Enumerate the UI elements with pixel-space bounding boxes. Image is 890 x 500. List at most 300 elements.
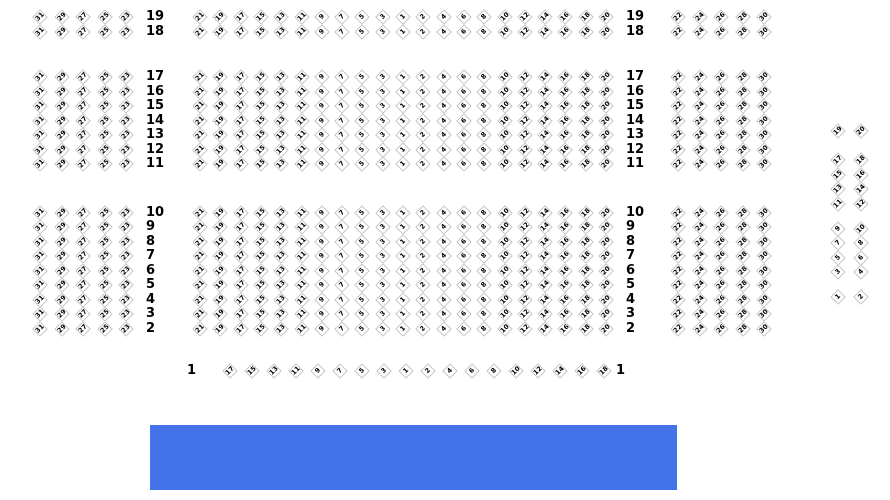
seat[interactable]: 31 [33,114,46,127]
seat[interactable]: 6 [456,277,472,293]
seat[interactable]: 4 [436,127,452,143]
seat[interactable]: 30 [758,128,771,141]
seat[interactable]: 20 [599,114,612,127]
seat[interactable]: 25 [98,293,111,306]
seat[interactable]: 10 [498,322,511,335]
seat[interactable]: 20 [599,278,612,291]
seat[interactable]: 25 [98,143,111,156]
seat[interactable]: 3 [375,248,391,264]
seat[interactable]: 21 [193,70,206,83]
seat[interactable]: 20 [599,99,612,112]
seat[interactable]: 11 [295,264,308,277]
seat[interactable]: 20 [599,220,612,233]
seat[interactable]: 6 [456,98,472,114]
seat[interactable]: 3 [376,363,392,379]
seat[interactable]: 30 [758,206,771,219]
seat[interactable]: 15 [254,25,267,38]
seat[interactable]: 24 [693,235,706,248]
seat[interactable]: 23 [119,293,132,306]
seat[interactable]: 27 [76,249,89,262]
seat[interactable]: 25 [98,264,111,277]
seat[interactable]: 15 [254,235,267,248]
seat[interactable]: 13 [274,293,288,306]
seat[interactable]: 5 [355,142,371,158]
seat[interactable]: 30 [758,157,771,170]
seat[interactable]: 9 [314,69,330,85]
seat[interactable]: 7 [334,306,350,322]
seat[interactable]: 11 [295,70,308,83]
seat[interactable]: 26 [714,307,728,320]
seat[interactable]: 30 [758,249,771,262]
seat[interactable]: 19 [831,124,844,137]
seat[interactable]: 7 [334,205,350,221]
seat[interactable]: 11 [295,10,308,23]
seat[interactable]: 19 [214,264,227,277]
seat[interactable]: 2 [416,9,432,25]
seat[interactable]: 21 [193,307,206,320]
seat[interactable]: 20 [854,124,867,137]
seat[interactable]: 17 [234,293,247,306]
seat[interactable]: 17 [234,25,247,38]
seat[interactable]: 7 [334,248,350,264]
seat[interactable]: 18 [579,278,592,291]
seat[interactable]: 16 [559,235,572,248]
seat[interactable]: 29 [55,206,68,219]
seat[interactable]: 14 [553,364,566,377]
seat[interactable]: 4 [436,84,452,100]
seat[interactable]: 21 [193,128,206,141]
seat[interactable]: 9 [314,321,330,337]
seat[interactable]: 3 [830,264,846,280]
seat[interactable]: 4 [436,234,452,250]
seat[interactable]: 29 [55,322,68,335]
seat[interactable]: 1 [395,127,411,143]
seat[interactable]: 12 [518,70,531,83]
seat[interactable]: 6 [456,219,472,235]
seat[interactable]: 15 [254,128,267,141]
seat[interactable]: 30 [758,10,771,23]
seat[interactable]: 17 [223,364,236,377]
seat[interactable]: 26 [714,157,728,170]
seat[interactable]: 28 [736,157,749,170]
seat[interactable]: 22 [671,157,684,170]
seat[interactable]: 14 [538,128,551,141]
seat[interactable]: 23 [119,249,132,262]
seat[interactable]: 29 [55,264,68,277]
seat[interactable]: 14 [538,143,551,156]
seat[interactable]: 30 [758,293,771,306]
seat[interactable]: 17 [234,85,247,98]
seat[interactable]: 1 [395,98,411,114]
seat[interactable]: 16 [559,322,572,335]
seat[interactable]: 26 [714,85,728,98]
seat[interactable]: 9 [314,277,330,293]
seat[interactable]: 24 [693,128,706,141]
seat[interactable]: 20 [599,249,612,262]
seat[interactable]: 29 [55,128,68,141]
seat[interactable]: 3 [375,69,391,85]
seat[interactable]: 5 [355,84,371,100]
seat[interactable]: 14 [538,206,551,219]
seat[interactable]: 3 [375,9,391,25]
seat[interactable]: 27 [76,264,89,277]
seat[interactable]: 29 [55,10,68,23]
seat[interactable]: 13 [274,70,288,83]
seat[interactable]: 4 [436,277,452,293]
seat[interactable]: 22 [671,99,684,112]
seat[interactable]: 20 [599,157,612,170]
seat[interactable]: 5 [355,98,371,114]
seat[interactable]: 24 [693,85,706,98]
seat[interactable]: 10 [498,85,511,98]
seat[interactable]: 26 [714,99,728,112]
seat[interactable]: 16 [559,157,572,170]
seat[interactable]: 29 [55,99,68,112]
seat[interactable]: 7 [334,263,350,279]
seat[interactable]: 1 [395,113,411,129]
seat[interactable]: 29 [55,157,68,170]
seat[interactable]: 11 [295,206,308,219]
seat[interactable]: 20 [599,307,612,320]
seat[interactable]: 9 [314,156,330,172]
seat[interactable]: 10 [498,157,511,170]
seat[interactable]: 21 [193,206,206,219]
seat[interactable]: 4 [436,113,452,129]
seat[interactable]: 12 [518,322,531,335]
seat[interactable]: 21 [193,293,206,306]
seat[interactable]: 9 [314,127,330,143]
seat[interactable]: 22 [671,293,684,306]
seat[interactable]: 23 [119,307,132,320]
seat[interactable]: 31 [33,220,46,233]
seat[interactable]: 15 [254,249,267,262]
seat[interactable]: 8 [476,98,492,114]
seat[interactable]: 24 [693,322,706,335]
seat[interactable]: 6 [456,292,472,308]
seat[interactable]: 16 [559,307,572,320]
seat[interactable]: 3 [375,24,391,40]
seat[interactable]: 14 [538,85,551,98]
seat[interactable]: 25 [98,114,111,127]
seat[interactable]: 23 [119,85,132,98]
seat[interactable]: 29 [55,114,68,127]
seat[interactable]: 19 [214,278,227,291]
seat[interactable]: 7 [334,277,350,293]
seat[interactable]: 21 [193,157,206,170]
seat[interactable]: 30 [758,264,771,277]
seat[interactable]: 9 [314,205,330,221]
seat[interactable]: 16 [559,220,572,233]
seat[interactable]: 8 [476,142,492,158]
seat[interactable]: 10 [498,307,511,320]
seat[interactable]: 1 [395,69,411,85]
seat[interactable]: 31 [33,235,46,248]
seat[interactable]: 16 [559,114,572,127]
seat[interactable]: 2 [416,292,432,308]
seat[interactable]: 26 [714,114,728,127]
seat[interactable]: 10 [498,70,511,83]
seat[interactable]: 13 [274,206,288,219]
seat[interactable]: 8 [476,248,492,264]
seat[interactable]: 29 [55,307,68,320]
seat[interactable]: 13 [274,114,288,127]
seat[interactable]: 14 [854,182,867,195]
seat[interactable]: 8 [476,205,492,221]
seat[interactable]: 9 [314,234,330,250]
seat[interactable]: 29 [55,235,68,248]
seat[interactable]: 1 [395,277,411,293]
seat[interactable]: 2 [420,363,436,379]
seat[interactable]: 11 [295,114,308,127]
seat[interactable]: 20 [599,25,612,38]
seat[interactable]: 6 [456,84,472,100]
seat[interactable]: 19 [214,70,227,83]
seat[interactable]: 26 [714,264,728,277]
seat[interactable]: 8 [486,363,502,379]
seat[interactable]: 27 [76,10,89,23]
seat[interactable]: 13 [274,85,288,98]
seat[interactable]: 19 [214,25,227,38]
seat[interactable]: 8 [476,127,492,143]
seat[interactable]: 22 [671,10,684,23]
seat[interactable]: 8 [476,306,492,322]
seat[interactable]: 18 [579,114,592,127]
seat[interactable]: 16 [559,70,572,83]
seat[interactable]: 1 [395,142,411,158]
seat[interactable]: 23 [119,99,132,112]
seat[interactable]: 6 [456,24,472,40]
seat[interactable]: 30 [758,235,771,248]
seat[interactable]: 29 [55,220,68,233]
seat[interactable]: 31 [33,278,46,291]
seat[interactable]: 5 [355,306,371,322]
seat[interactable]: 8 [476,24,492,40]
seat[interactable]: 9 [314,306,330,322]
seat[interactable]: 18 [579,99,592,112]
seat[interactable]: 6 [456,306,472,322]
seat[interactable]: 12 [518,10,531,23]
seat[interactable]: 12 [518,206,531,219]
seat[interactable]: 5 [355,248,371,264]
seat[interactable]: 18 [579,25,592,38]
seat[interactable]: 18 [579,235,592,248]
seat[interactable]: 31 [33,70,46,83]
seat[interactable]: 19 [214,206,227,219]
seat[interactable]: 4 [436,24,452,40]
seat[interactable]: 16 [559,249,572,262]
seat[interactable]: 28 [736,114,749,127]
seat[interactable]: 2 [416,248,432,264]
seat[interactable]: 7 [334,219,350,235]
seat[interactable]: 30 [758,220,771,233]
seat[interactable]: 22 [671,220,684,233]
seat[interactable]: 30 [758,85,771,98]
seat[interactable]: 23 [119,25,132,38]
seat[interactable]: 17 [234,70,247,83]
seat[interactable]: 26 [714,220,728,233]
seat[interactable]: 13 [274,278,288,291]
seat[interactable]: 13 [831,182,844,195]
seat[interactable]: 16 [559,278,572,291]
seat[interactable]: 24 [693,99,706,112]
seat[interactable]: 6 [456,156,472,172]
seat[interactable]: 28 [736,206,749,219]
seat[interactable]: 31 [33,293,46,306]
seat[interactable]: 13 [274,157,288,170]
seat[interactable]: 29 [55,25,68,38]
seat[interactable]: 30 [758,99,771,112]
seat[interactable]: 6 [456,142,472,158]
seat[interactable]: 5 [355,127,371,143]
seat[interactable]: 9 [314,263,330,279]
seat[interactable]: 1 [395,292,411,308]
seat[interactable]: 27 [76,278,89,291]
seat[interactable]: 13 [267,364,280,377]
seat[interactable]: 6 [456,9,472,25]
seat[interactable]: 4 [436,219,452,235]
seat[interactable]: 4 [436,292,452,308]
seat[interactable]: 17 [234,157,247,170]
seat[interactable]: 13 [274,220,288,233]
seat[interactable]: 4 [436,9,452,25]
seat[interactable]: 20 [599,128,612,141]
seat[interactable]: 3 [375,263,391,279]
seat[interactable]: 15 [254,206,267,219]
seat[interactable]: 13 [274,10,288,23]
seat[interactable]: 10 [498,128,511,141]
seat[interactable]: 13 [274,25,288,38]
seat[interactable]: 3 [375,306,391,322]
seat[interactable]: 6 [456,321,472,337]
seat[interactable]: 16 [559,264,572,277]
seat[interactable]: 6 [456,205,472,221]
seat[interactable]: 1 [395,24,411,40]
seat[interactable]: 2 [853,289,869,305]
seat[interactable]: 3 [375,156,391,172]
seat[interactable]: 11 [295,99,308,112]
seat[interactable]: 12 [518,157,531,170]
seat[interactable]: 5 [355,277,371,293]
seat[interactable]: 11 [295,307,308,320]
seat[interactable]: 31 [33,25,46,38]
seat[interactable]: 15 [254,220,267,233]
seat[interactable]: 3 [375,98,391,114]
seat[interactable]: 21 [193,264,206,277]
seat[interactable]: 10 [498,264,511,277]
seat[interactable]: 4 [436,321,452,337]
seat[interactable]: 1 [395,219,411,235]
seat[interactable]: 12 [518,264,531,277]
seat[interactable]: 16 [559,99,572,112]
seat[interactable]: 24 [693,143,706,156]
seat[interactable]: 14 [538,278,551,291]
seat[interactable]: 31 [33,307,46,320]
seat[interactable]: 7 [830,235,846,251]
seat[interactable]: 23 [119,264,132,277]
seat[interactable]: 24 [693,70,706,83]
seat[interactable]: 11 [295,143,308,156]
seat[interactable]: 10 [498,114,511,127]
seat[interactable]: 18 [579,322,592,335]
seat[interactable]: 31 [33,206,46,219]
seat[interactable]: 29 [55,70,68,83]
seat[interactable]: 7 [334,69,350,85]
seat[interactable]: 26 [714,293,728,306]
seat[interactable]: 19 [214,10,227,23]
seat[interactable]: 15 [254,10,267,23]
seat[interactable]: 18 [579,206,592,219]
seat[interactable]: 4 [436,69,452,85]
seat[interactable]: 30 [758,143,771,156]
seat[interactable]: 8 [476,113,492,129]
seat[interactable]: 28 [736,278,749,291]
seat[interactable]: 16 [559,25,572,38]
seat[interactable]: 25 [98,235,111,248]
seat[interactable]: 25 [98,99,111,112]
seat[interactable]: 27 [76,206,89,219]
seat[interactable]: 24 [693,206,706,219]
seat[interactable]: 15 [245,364,258,377]
seat[interactable]: 12 [518,25,531,38]
seat[interactable]: 2 [416,142,432,158]
seat[interactable]: 23 [119,143,132,156]
seat[interactable]: 2 [416,156,432,172]
seat[interactable]: 14 [538,235,551,248]
seat[interactable]: 18 [579,70,592,83]
seat[interactable]: 17 [234,307,247,320]
seat[interactable]: 20 [599,206,612,219]
seat[interactable]: 7 [334,113,350,129]
seat[interactable]: 11 [295,293,308,306]
seat[interactable]: 5 [355,113,371,129]
seat[interactable]: 15 [831,168,844,181]
seat[interactable]: 3 [375,113,391,129]
seat[interactable]: 1 [395,234,411,250]
seat[interactable]: 4 [436,248,452,264]
seat[interactable]: 28 [736,235,749,248]
seat[interactable]: 3 [375,127,391,143]
seat[interactable]: 28 [736,322,749,335]
seat[interactable]: 18 [579,85,592,98]
seat[interactable]: 9 [314,9,330,25]
seat[interactable]: 20 [599,85,612,98]
seat[interactable]: 16 [854,168,867,181]
seat[interactable]: 4 [436,98,452,114]
seat[interactable]: 5 [355,219,371,235]
seat[interactable]: 25 [98,206,111,219]
seat[interactable]: 19 [214,114,227,127]
seat[interactable]: 19 [214,85,227,98]
seat[interactable]: 24 [693,293,706,306]
seat[interactable]: 5 [830,250,846,266]
seat[interactable]: 18 [579,249,592,262]
seat[interactable]: 11 [295,220,308,233]
seat[interactable]: 23 [119,235,132,248]
seat[interactable]: 28 [736,25,749,38]
seat[interactable]: 4 [436,263,452,279]
seat[interactable]: 3 [375,321,391,337]
seat[interactable]: 5 [355,24,371,40]
seat[interactable]: 24 [693,307,706,320]
seat[interactable]: 30 [758,322,771,335]
seat[interactable]: 9 [314,142,330,158]
seat[interactable]: 1 [395,156,411,172]
seat[interactable]: 20 [599,10,612,23]
seat[interactable]: 17 [234,220,247,233]
seat[interactable]: 12 [518,249,531,262]
seat[interactable]: 27 [76,307,89,320]
seat[interactable]: 22 [671,25,684,38]
